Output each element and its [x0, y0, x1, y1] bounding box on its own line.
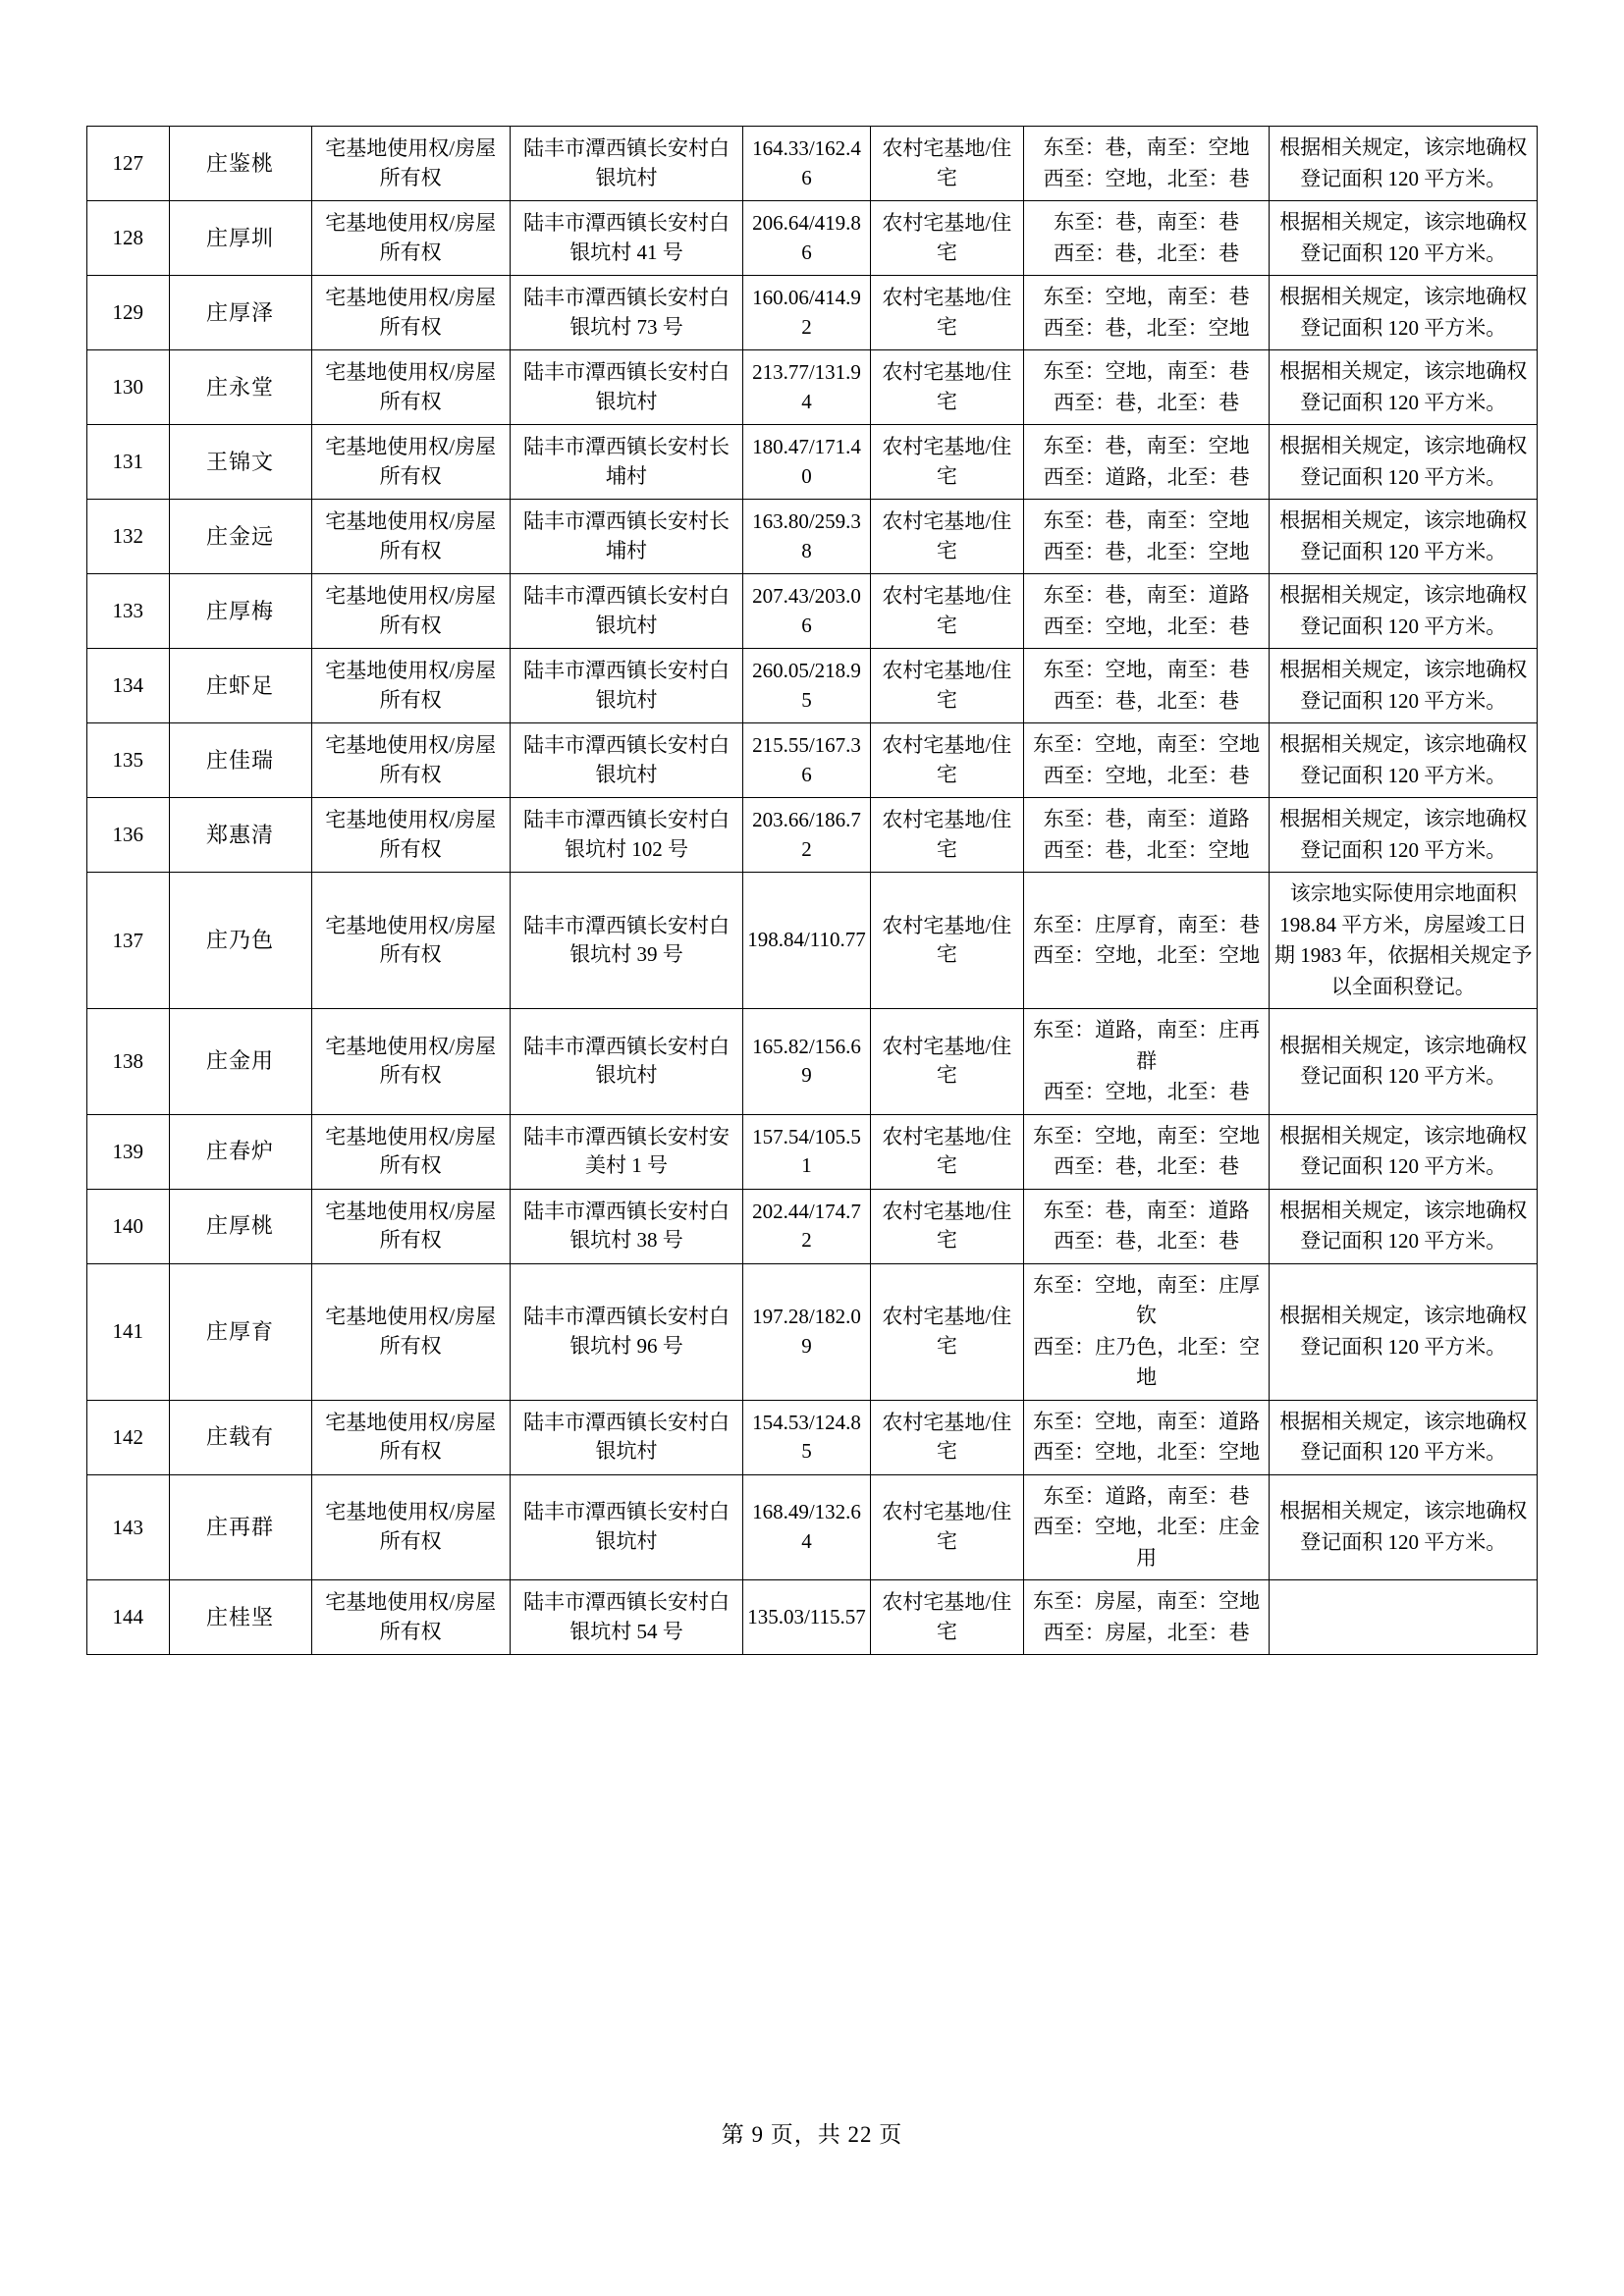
cell-use: 农村宅基地/住宅: [870, 425, 1023, 500]
cell-address: 陆丰市潭西镇长安村白银坑村: [510, 1400, 742, 1474]
boundary-line-east-south: 东至：巷，南至：空地: [1043, 508, 1250, 532]
cell-boundary: [1023, 1114, 1270, 1189]
cell-index: 136: [87, 798, 170, 873]
cell-boundary: [1023, 425, 1270, 500]
boundary-line-west-north: 西至：巷，北至：空地: [1043, 837, 1250, 862]
cell-address: 陆丰市潭西镇长安村白银坑村 54 号: [510, 1580, 742, 1655]
boundary-line-west-north: 西至：巷，北至：巷: [1054, 240, 1240, 265]
cell-area: 163.80/259.38: [743, 500, 871, 574]
table-row: [87, 649, 1538, 723]
cell-area: 260.05/218.95: [743, 649, 871, 723]
cell-index: 132: [87, 500, 170, 574]
table-row: [87, 873, 1538, 1009]
cell-boundary: [1023, 127, 1270, 201]
cell-address: 陆丰市潭西镇长安村安美村 1 号: [510, 1114, 742, 1189]
cell-remark: 根据相关规定，该宗地确权登记面积 120 平方米。: [1270, 1189, 1538, 1263]
cell-area: 206.64/419.86: [743, 201, 871, 276]
cell-address: 陆丰市潭西镇长安村白银坑村 41 号: [510, 201, 742, 276]
cell-right-type: 宅基地使用权/房屋所有权: [311, 723, 510, 798]
cell-boundary: [1023, 649, 1270, 723]
cell-remark: 根据相关规定，该宗地确权登记面积 120 平方米。: [1270, 201, 1538, 276]
cell-owner-name: 庄永堂: [169, 350, 311, 425]
cell-index: 128: [87, 201, 170, 276]
boundary-line-east-south: 东至：房屋，南至：空地: [1033, 1589, 1261, 1613]
cell-use: 农村宅基地/住宅: [870, 127, 1023, 201]
registration-table: [86, 126, 1538, 1655]
cell-use: 农村宅基地/住宅: [870, 350, 1023, 425]
boundary-line-east-south: 东至：巷，南至：空地: [1043, 135, 1250, 159]
cell-index: 129: [87, 276, 170, 350]
table-row: [87, 1474, 1538, 1580]
cell-use: 农村宅基地/住宅: [870, 500, 1023, 574]
cell-use: 农村宅基地/住宅: [870, 649, 1023, 723]
cell-owner-name: 庄鉴桃: [169, 127, 311, 201]
boundary-line-west-north: 西至：空地，北至：巷: [1043, 166, 1250, 190]
cell-right-type: 宅基地使用权/房屋所有权: [311, 1009, 510, 1115]
cell-owner-name: 庄佳瑞: [169, 723, 311, 798]
cell-address: 陆丰市潭西镇长安村白银坑村: [510, 1009, 742, 1115]
cell-use: 农村宅基地/住宅: [870, 723, 1023, 798]
boundary-line-east-south: 东至：空地，南至：空地: [1033, 1123, 1261, 1148]
table-row: [87, 574, 1538, 649]
cell-address: 陆丰市潭西镇长安村长埔村: [510, 425, 742, 500]
cell-owner-name: 庄载有: [169, 1400, 311, 1474]
cell-address: 陆丰市潭西镇长安村白银坑村 39 号: [510, 873, 742, 1009]
cell-address: 陆丰市潭西镇长安村白银坑村: [510, 350, 742, 425]
boundary-line-west-north: 西至：空地，北至：空地: [1033, 1440, 1261, 1464]
boundary-line-west-north: 西至：空地，北至：巷: [1043, 1080, 1250, 1103]
cell-index: 142: [87, 1400, 170, 1474]
boundary-line-east-south: 东至：道路，南至：庄再群: [1033, 1018, 1261, 1073]
boundary-line-east-south: 东至：巷，南至：道路: [1043, 583, 1250, 607]
boundary-line-west-north: 西至：巷，北至：巷: [1054, 1154, 1240, 1178]
cell-owner-name: 庄再群: [169, 1474, 311, 1580]
cell-area: 160.06/414.92: [743, 276, 871, 350]
table-row: [87, 201, 1538, 276]
cell-owner-name: 庄春炉: [169, 1114, 311, 1189]
cell-index: 137: [87, 873, 170, 1009]
cell-right-type: 宅基地使用权/房屋所有权: [311, 649, 510, 723]
cell-remark: 根据相关规定，该宗地确权登记面积 120 平方米。: [1270, 723, 1538, 798]
cell-address: 陆丰市潭西镇长安村白银坑村: [510, 723, 742, 798]
cell-area: 180.47/171.40: [743, 425, 871, 500]
cell-owner-name: 庄厚泽: [169, 276, 311, 350]
cell-address: 陆丰市潭西镇长安村白银坑村 102 号: [510, 798, 742, 873]
cell-right-type: 宅基地使用权/房屋所有权: [311, 201, 510, 276]
cell-boundary: [1023, 574, 1270, 649]
cell-area: 213.77/131.94: [743, 350, 871, 425]
boundary-line-west-north: 西至：道路，北至：巷: [1043, 464, 1250, 489]
cell-right-type: 宅基地使用权/房屋所有权: [311, 1263, 510, 1400]
cell-right-type: 宅基地使用权/房屋所有权: [311, 798, 510, 873]
cell-use: 农村宅基地/住宅: [870, 798, 1023, 873]
cell-index: 134: [87, 649, 170, 723]
table-row: [87, 1114, 1538, 1189]
cell-address: 陆丰市潭西镇长安村白银坑村 73 号: [510, 276, 742, 350]
boundary-line-west-north: 西至：空地，北至：巷: [1043, 763, 1250, 787]
cell-index: 144: [87, 1580, 170, 1655]
boundary-line-east-south: 东至：巷，南至：道路: [1043, 807, 1250, 830]
cell-index: 130: [87, 350, 170, 425]
cell-boundary: [1023, 350, 1270, 425]
boundary-line-west-north: 西至：巷，北至：空地: [1043, 315, 1250, 340]
cell-index: 138: [87, 1009, 170, 1115]
cell-use: 农村宅基地/住宅: [870, 1009, 1023, 1115]
boundary-line-west-north: 西至：空地，北至：巷: [1043, 614, 1250, 638]
cell-use: 农村宅基地/住宅: [870, 276, 1023, 350]
boundary-line-west-north: 西至：巷，北至：巷: [1054, 390, 1240, 414]
cell-address: 陆丰市潭西镇长安村白银坑村: [510, 1474, 742, 1580]
table-row: [87, 127, 1538, 201]
boundary-line-west-north: 西至：房屋，北至：巷: [1043, 1620, 1250, 1644]
boundary-line-west-north: 西至：空地，北至：庄金用: [1033, 1515, 1261, 1570]
cell-right-type: 宅基地使用权/房屋所有权: [311, 127, 510, 201]
table-row: [87, 723, 1538, 798]
cell-area: 198.84/110.77: [743, 873, 871, 1009]
page-footer: 第 9 页，共 22 页: [721, 2122, 903, 2147]
cell-use: 农村宅基地/住宅: [870, 1114, 1023, 1189]
table-row: [87, 500, 1538, 574]
cell-address: 陆丰市潭西镇长安村白银坑村: [510, 649, 742, 723]
cell-address: 陆丰市潭西镇长安村白银坑村 96 号: [510, 1263, 742, 1400]
boundary-line-west-north: 西至：庄乃色，北至：空地: [1033, 1334, 1261, 1389]
boundary-line-west-north: 西至：巷，北至：巷: [1054, 688, 1240, 713]
cell-boundary: [1023, 873, 1270, 1009]
table-row: [87, 1263, 1538, 1400]
cell-area: 165.82/156.69: [743, 1009, 871, 1115]
cell-area: 203.66/186.72: [743, 798, 871, 873]
cell-index: 139: [87, 1114, 170, 1189]
boundary-line-east-south: 东至：巷，南至：巷: [1054, 210, 1240, 234]
cell-right-type: 宅基地使用权/房屋所有权: [311, 1400, 510, 1474]
cell-boundary: [1023, 798, 1270, 873]
cell-right-type: 宅基地使用权/房屋所有权: [311, 276, 510, 350]
cell-boundary: [1023, 1189, 1270, 1263]
cell-use: 农村宅基地/住宅: [870, 873, 1023, 1009]
cell-boundary: [1023, 1400, 1270, 1474]
cell-address: 陆丰市潭西镇长安村白银坑村: [510, 574, 742, 649]
cell-right-type: 宅基地使用权/房屋所有权: [311, 574, 510, 649]
table-row: [87, 425, 1538, 500]
cell-boundary: [1023, 201, 1270, 276]
cell-boundary: [1023, 276, 1270, 350]
cell-use: 农村宅基地/住宅: [870, 1263, 1023, 1400]
cell-remark: 根据相关规定，该宗地确权登记面积 120 平方米。: [1270, 1400, 1538, 1474]
cell-index: 131: [87, 425, 170, 500]
cell-owner-name: 庄乃色: [169, 873, 311, 1009]
cell-right-type: 宅基地使用权/房屋所有权: [311, 1189, 510, 1263]
boundary-line-east-south: 东至：庄厚育，南至：巷: [1033, 912, 1261, 936]
cell-remark: 根据相关规定，该宗地确权登记面积 120 平方米。: [1270, 425, 1538, 500]
cell-area: 202.44/174.72: [743, 1189, 871, 1263]
cell-remark: 根据相关规定，该宗地确权登记面积 120 平方米。: [1270, 127, 1538, 201]
cell-index: 133: [87, 574, 170, 649]
cell-owner-name: 庄厚桃: [169, 1189, 311, 1263]
cell-owner-name: 庄虾足: [169, 649, 311, 723]
cell-right-type: 宅基地使用权/房屋所有权: [311, 425, 510, 500]
cell-use: 农村宅基地/住宅: [870, 1474, 1023, 1580]
cell-use: 农村宅基地/住宅: [870, 1580, 1023, 1655]
boundary-line-east-south: 东至：空地，南至：巷: [1043, 658, 1250, 681]
cell-remark: 根据相关规定，该宗地确权登记面积 120 平方米。: [1270, 574, 1538, 649]
cell-right-type: 宅基地使用权/房屋所有权: [311, 350, 510, 425]
table-row: [87, 1400, 1538, 1474]
cell-remark: [1270, 1580, 1538, 1655]
cell-area: 157.54/105.51: [743, 1114, 871, 1189]
cell-index: 140: [87, 1189, 170, 1263]
cell-remark: 根据相关规定，该宗地确权登记面积 120 平方米。: [1270, 649, 1538, 723]
cell-area: 164.33/162.46: [743, 127, 871, 201]
table-row: [87, 798, 1538, 873]
cell-boundary: [1023, 1474, 1270, 1580]
table-row: [87, 350, 1538, 425]
cell-remark: 根据相关规定，该宗地确权登记面积 120 平方米。: [1270, 1009, 1538, 1115]
cell-remark: 该宗地实际使用宗地面积 198.84 平方米，房屋竣工日期 1983 年，依据相关规定予以全面积登记。: [1270, 873, 1538, 1009]
cell-area: 197.28/182.09: [743, 1263, 871, 1400]
cell-boundary: [1023, 723, 1270, 798]
cell-area: 215.55/167.36: [743, 723, 871, 798]
cell-boundary: [1023, 1263, 1270, 1400]
cell-use: 农村宅基地/住宅: [870, 201, 1023, 276]
cell-owner-name: 庄厚圳: [169, 201, 311, 276]
boundary-line-west-north: 西至：空地，北至：空地: [1033, 943, 1261, 967]
cell-address: 陆丰市潭西镇长安村白银坑村 38 号: [510, 1189, 742, 1263]
cell-index: 127: [87, 127, 170, 201]
cell-right-type: 宅基地使用权/房屋所有权: [311, 873, 510, 1009]
cell-boundary: [1023, 1580, 1270, 1655]
cell-right-type: 宅基地使用权/房屋所有权: [311, 1114, 510, 1189]
boundary-line-west-north: 西至：巷，北至：空地: [1043, 539, 1250, 563]
cell-remark: 根据相关规定，该宗地确权登记面积 120 平方米。: [1270, 350, 1538, 425]
cell-area: 154.53/124.85: [743, 1400, 871, 1474]
table-row: [87, 1580, 1538, 1655]
cell-use: 农村宅基地/住宅: [870, 1189, 1023, 1263]
cell-remark: 根据相关规定，该宗地确权登记面积 120 平方米。: [1270, 1263, 1538, 1400]
table-row: [87, 1009, 1538, 1115]
cell-owner-name: 郑惠清: [169, 798, 311, 873]
cell-remark: 根据相关规定，该宗地确权登记面积 120 平方米。: [1270, 276, 1538, 350]
cell-index: 141: [87, 1263, 170, 1400]
boundary-line-east-south: 东至：空地，南至：巷: [1043, 359, 1250, 383]
boundary-line-east-south: 东至：空地，南至：道路: [1033, 1409, 1261, 1433]
cell-owner-name: 庄厚育: [169, 1263, 311, 1400]
cell-use: 农村宅基地/住宅: [870, 1400, 1023, 1474]
boundary-line-east-south: 东至：巷，南至：道路: [1043, 1198, 1250, 1222]
boundary-line-west-north: 西至：巷，北至：巷: [1054, 1229, 1240, 1253]
cell-area: 135.03/115.57: [743, 1580, 871, 1655]
cell-area: 207.43/203.06: [743, 574, 871, 649]
table-row: [87, 276, 1538, 350]
cell-owner-name: 庄厚梅: [169, 574, 311, 649]
cell-remark: 根据相关规定，该宗地确权登记面积 120 平方米。: [1270, 1474, 1538, 1580]
boundary-line-east-south: 东至：道路，南至：巷: [1043, 1483, 1250, 1508]
cell-remark: 根据相关规定，该宗地确权登记面积 120 平方米。: [1270, 500, 1538, 574]
cell-right-type: 宅基地使用权/房屋所有权: [311, 500, 510, 574]
cell-address: 陆丰市潭西镇长安村白银坑村: [510, 127, 742, 201]
cell-area: 168.49/132.64: [743, 1474, 871, 1580]
boundary-line-east-south: 东至：空地，南至：巷: [1043, 285, 1250, 308]
cell-owner-name: 庄金远: [169, 500, 311, 574]
cell-owner-name: 庄金用: [169, 1009, 311, 1115]
cell-address: 陆丰市潭西镇长安村长埔村: [510, 500, 742, 574]
cell-owner-name: 王锦文: [169, 425, 311, 500]
cell-right-type: 宅基地使用权/房屋所有权: [311, 1580, 510, 1655]
boundary-line-east-south: 东至：空地，南至：庄厚钦: [1033, 1272, 1261, 1327]
table-row: [87, 1189, 1538, 1263]
cell-remark: 根据相关规定，该宗地确权登记面积 120 平方米。: [1270, 1114, 1538, 1189]
boundary-line-east-south: 东至：空地，南至：空地: [1033, 732, 1261, 756]
cell-index: 135: [87, 723, 170, 798]
cell-remark: 根据相关规定，该宗地确权登记面积 120 平方米。: [1270, 798, 1538, 873]
cell-right-type: 宅基地使用权/房屋所有权: [311, 1474, 510, 1580]
cell-owner-name: 庄桂坚: [169, 1580, 311, 1655]
cell-index: 143: [87, 1474, 170, 1580]
cell-use: 农村宅基地/住宅: [870, 574, 1023, 649]
cell-boundary: [1023, 500, 1270, 574]
boundary-line-east-south: 东至：巷，南至：空地: [1043, 434, 1250, 457]
cell-boundary: [1023, 1009, 1270, 1115]
table-body: [87, 127, 1538, 1655]
